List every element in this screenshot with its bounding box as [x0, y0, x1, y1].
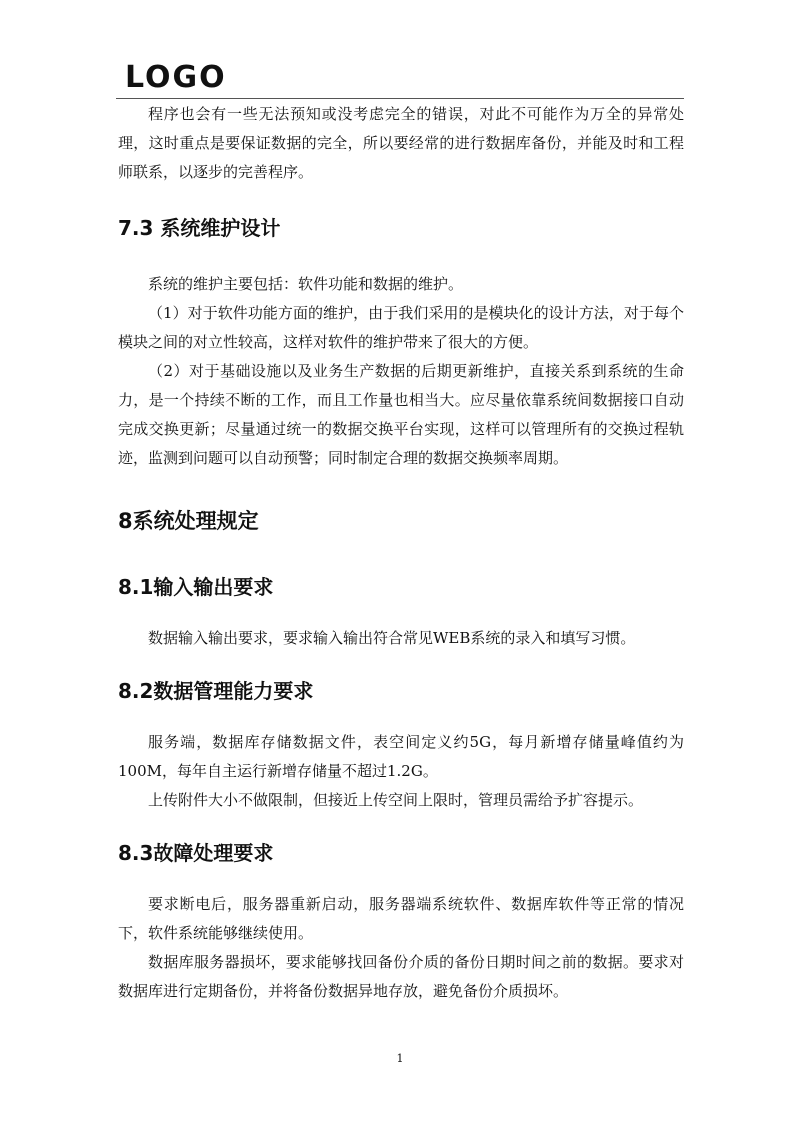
header-rule [116, 98, 684, 99]
page-number: 1 [396, 1052, 404, 1065]
heading-7-3: 7.3 系统维护设计 [118, 216, 281, 240]
heading-8-3: 8.3故障处理要求 [118, 841, 274, 865]
paragraph-software-maintenance: （1）对于软件功能方面的维护，由于我们采用的是模块化的设计方法，对于每个模块之间的对立性较高，这样对软件的维护带来了很大的方便。 [118, 304, 684, 351]
paragraph-data-maintenance: （2）对于基础设施以及业务生产数据的后期更新维护，直接关系到系统的生命力，是一个持续不断的工作，而且工作量也相当大。应尽量依靠系统间数据接口自动完成交换更新；尽量通过统一的数据交换平台实现，这样可以管理所有的交换过程轨迹，监测到问题可以自动预警；同时制定合理的数据交换频率周期。 [118, 362, 684, 467]
heading-8-1: 8.1输入输出要求 [118, 575, 274, 599]
paragraph-error-handling: 程序也会有一些无法预知或没考虑完全的错误，对此不可能作为万全的异常处理，这时重点是要保证数据的完全，所以要经常的进行数据库备份，并能及时和工程师联系，以逐步的完善程序。 [118, 105, 684, 181]
paragraph-storage-capacity: 服务端，数据库存储数据文件，表空间定义约5G，每月新增存储量峰值约为100M，每年自主运行新增存储量不超过1.2G。 [118, 733, 684, 780]
document-body [118, 100, 684, 1006]
heading-8: 8系统处理规定 [118, 509, 259, 533]
paragraph-maintenance-scope: 系统的维护主要包括：软件功能和数据的维护。 [148, 275, 464, 293]
paragraph-power-failure: 要求断电后，服务器重新启动，服务器端系统软件、数据库软件等正常的情况下，软件系统能够继续使用。 [118, 895, 684, 942]
paragraph-io-requirements: 数据输入输出要求，要求输入输出符合常见WEB系统的录入和填写习惯。 [148, 629, 636, 647]
logo: LOGO [125, 60, 227, 95]
heading-8-2: 8.2数据管理能力要求 [118, 679, 314, 703]
paragraph-database-backup: 数据库服务器损坏，要求能够找回备份介质的备份日期时间之前的数据。要求对数据库进行定期备份，并将备份数据异地存放，避免备份介质损坏。 [118, 953, 684, 1000]
paragraph-upload-limit: 上传附件大小不做限制，但接近上传空间上限时，管理员需给予扩容提示。 [148, 791, 644, 809]
